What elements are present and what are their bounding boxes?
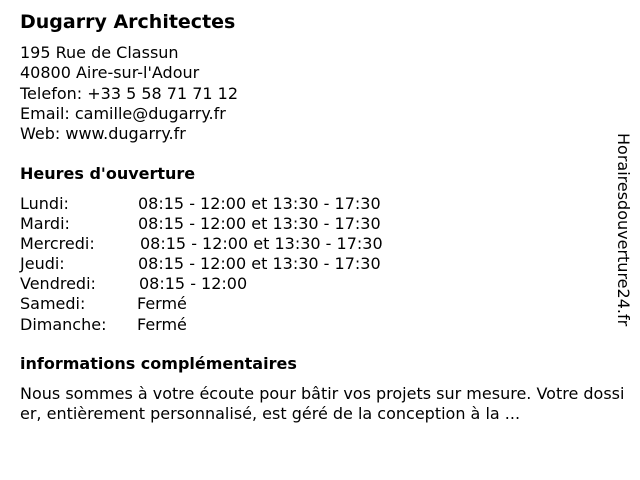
day-label: Mercredi: (20, 234, 95, 254)
phone-number: Telefon: +33 5 58 71 71 12 (20, 83, 239, 103)
day-label: Jeudi: (20, 254, 65, 274)
day-hours: 08:15 - 12:00 et 13:30 - 17:30 (138, 254, 381, 274)
additional-info-text: Nous sommes à votre écoute pour bâtir vos projets sur mesure. Votre dossier, entièrement personnalisé, est géré de la conception à la ... (20, 384, 625, 423)
website: Web: www.dugarry.fr (20, 124, 186, 144)
side-watermark (612, 133, 634, 346)
day-label: Samedi: (20, 294, 86, 314)
additional-info-heading: informations complémentaires (20, 354, 297, 373)
day-hours: 08:15 - 12:00 et 13:30 - 17:30 (138, 214, 381, 234)
day-hours: 08:15 - 12:00 (139, 274, 248, 294)
day-label: Lundi: (20, 194, 69, 213)
day-label: Dimanche: (20, 314, 107, 334)
address-city: 40800 Aire-sur-l'Adour (20, 63, 200, 83)
day-hours: Fermé (137, 294, 187, 314)
day-hours: 08:15 - 12:00 et 13:30 - 17:30 (138, 194, 381, 213)
side-watermark-text: Horairesdouverture24.fr (614, 133, 633, 327)
contact-block (20, 43, 238, 144)
day-hours: Fermé (137, 314, 187, 334)
business-name: Dugarry Architectes (20, 11, 236, 33)
day-label: Mardi: (20, 214, 70, 234)
address-street: 195 Rue de Classun (20, 43, 179, 62)
opening-hours-heading: Heures d'ouverture (20, 164, 196, 183)
day-hours: 08:15 - 12:00 et 13:30 - 17:30 (140, 234, 383, 254)
email-address: Email: camille@dugarry.fr (20, 103, 226, 123)
day-label: Vendredi: (20, 274, 96, 294)
